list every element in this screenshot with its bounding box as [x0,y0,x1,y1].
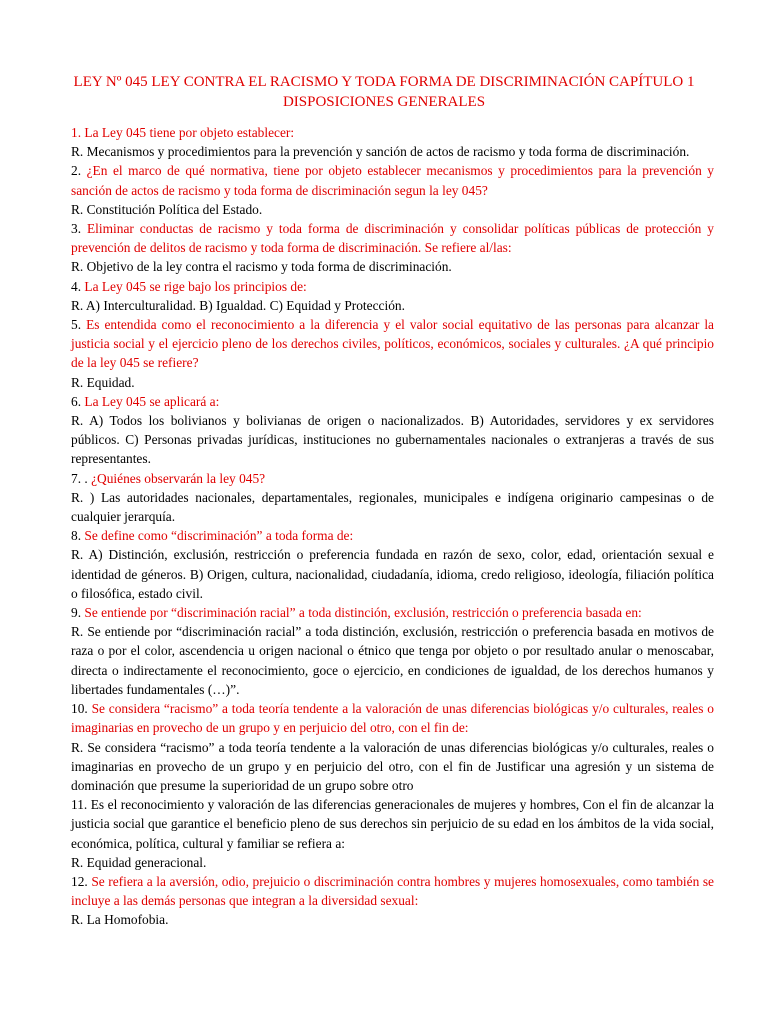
question-number: 3. [71,221,87,237]
answer-3: R. Objetivo de la ley contra el racismo y toda forma de discriminación. [71,259,452,275]
question-6 [71,392,714,411]
question-number: 6. [71,393,85,409]
answer-4: R. A) Interculturalidad. B) Igualdad. C) Equidad y Protección. [71,297,405,313]
question-3 [71,219,714,257]
question-number: 12. [71,873,92,889]
question-text: ¿Quiénes observarán la ley 045? [91,470,266,486]
question-text: La Ley 045 tiene por objeto establecer: [84,125,295,140]
question-list [71,123,714,930]
answer-5: R. Equidad. [71,374,135,390]
question-number: 10. [71,701,92,717]
answer-9: R. Se entiende por “discriminación racial” a toda distinción, exclusión, restricción o preferencia basada en motivos de raza o por el color, ascendencia u origen nacional o étnico que tenga por objeto o por resultado anular o menoscabar, directa o indirectamente el reconocimiento, goce o ejercicio, en condiciones de igualdad, de los derechos humanos y libertades fundamentales (…)”. [71,624,714,697]
question-text: Se considera “racismo” a toda teoría tendente a la valoración de unas diferencias biológicas y/o culturales, reales o imaginarias en provecho de un grupo y en perjuicio del otro, con el fin de: [71,701,714,736]
question-text: Es el reconocimiento y valoración de las diferencias generacionales de mujeres y hombres, Con el fin de alcanzar la justicia social que garantice el beneficio pleno de sus derechos sin perjuicio de su edad en los ámbitos de la vida social, económica, política, cultural y familiar se refiera a: [71,797,715,851]
question-text: Se entiende por “discriminación racial” a toda distinción, exclusión, restricción o preferencia basada en: [84,605,642,621]
question-number: 9. [71,605,85,621]
question-2 [71,161,714,199]
answer-11: R. Equidad generacional. [71,854,207,870]
question-text: La Ley 045 se rige bajo los principios de: [84,278,307,294]
question-text: Se define como “discriminación” a toda forma de: [84,528,354,544]
question-number: 1. [71,125,85,140]
question-number: 11. [71,797,91,813]
answer-1: R. Mecanismos y procedimientos para la prevención y sanción de actos de racismo y toda forma de discriminación. [71,144,690,160]
question-number: 5. [71,317,87,333]
question-text: Es entendida como el reconocimiento a la diferencia y el valor social equitativo de las personas para alcanzar la justicia social y el ejercicio pleno de los derechos civiles, políticos, económicos, sociales y culturales. ¿A qué principio de la ley 045 se refiere? [71,317,714,371]
question-4 [71,277,714,296]
question-9 [71,603,714,622]
answer-8: R. A) Distinción, exclusión, restricción o preferencia fundada en razón de sexo, color, edad, orientación sexual e identidad de géneros. B) Origen, cultura, nacionalidad, ciudadanía, idioma, credo religioso, ideología, filiación política o filosófica, estado civil. [71,547,714,601]
question-11 [71,795,714,853]
question-number: 4. [71,278,85,294]
answer-2: R. Constitución Política del Estado. [71,201,263,217]
question-number: 7. . [71,470,92,486]
question-7 [71,469,714,488]
question-12 [71,872,714,910]
question-5 [71,315,714,373]
question-text: La Ley 045 se aplicará a: [84,393,220,409]
question-text: ¿En el marco de qué normativa, tiene por objeto establecer mecanismos y procedimientos para la prevención y sanción de actos de racismo y toda forma de discriminación segun la ley 045? [71,163,715,198]
question-text: Eliminar conductas de racismo y toda forma de discriminación y consolidar políticas públicas de protección y prevención de delitos de racismo y toda forma de discriminación. Se refiere al/las: [71,221,714,256]
question-1 [71,123,714,142]
question-text: Se refiera a la aversión, odio, prejuicio o discriminación contra hombres y mujeres homosexuales, como también se incluye a las demás personas que integran a la diversidad sexual: [71,873,714,909]
question-8 [71,526,714,545]
title-line-2: DISPOSICIONES GENERALES [282,94,486,110]
answer-7: R. ) Las autoridades nacionales, departamentales, regionales, municipales e indígena originario campesinas o de cualquier jerarquía. [71,489,714,525]
answer-10: R. Se considera “racismo” a toda teoría tendente a la valoración de unas diferencias biológicas y/o culturales, reales o imaginarias en provecho de un grupo y en perjuicio del otro, con el fin de Justificar una agresión y un sistema de dominación que presume la superioridad de un grupo sobre otro [71,739,714,793]
answer-12: R. La Homofobia. [71,912,169,928]
document-title [60,72,708,112]
title-line-1: LEY Nº 045 LEY CONTRA EL RACISMO Y TODA FORMA DE DISCRIMINACIÓN CAPÍTULO 1 [73,74,695,90]
answer-6: R. A) Todos los bolivianos y bolivianas de origen o nacionalizados. B) Autoridades, servidores y ex servidores públicos. C) Personas privadas jurídicas, instituciones no gubernamentales nacionales o extranjeras a través de sus representantes. [71,413,714,467]
question-number: 2. [71,163,87,179]
question-10 [71,699,714,737]
question-number: 8. [71,528,85,544]
